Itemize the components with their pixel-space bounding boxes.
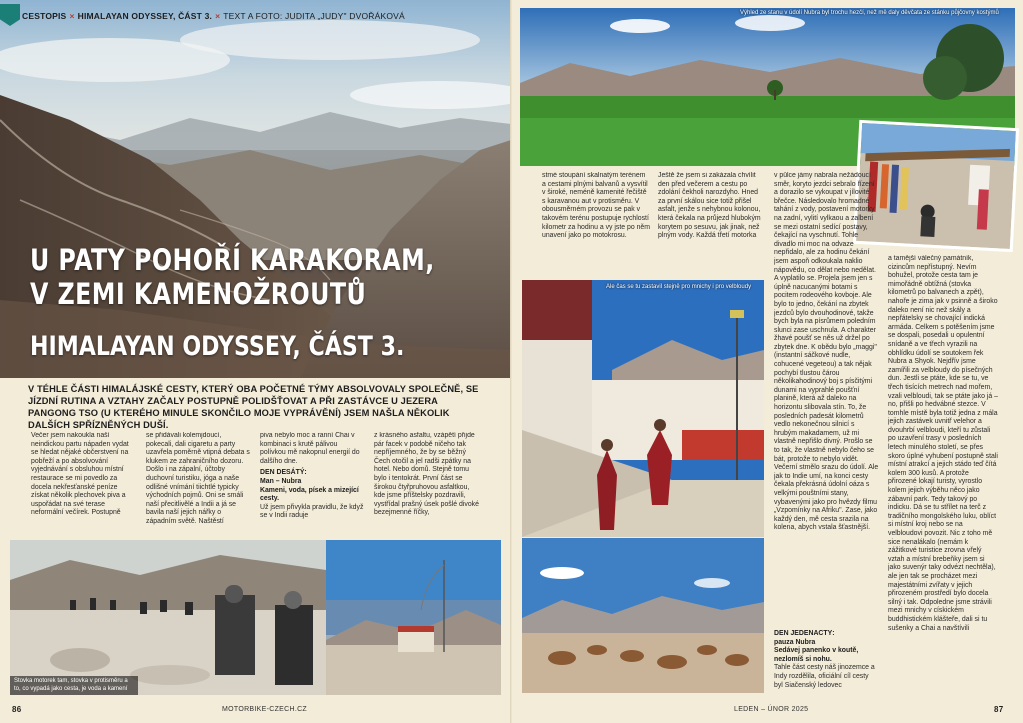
photo-motorbikes-riverbed [10,540,326,695]
issue-date: LEDEN – ÚNOR 2025 [734,706,809,713]
article-title [30,243,435,311]
hero-landscape-illustration [0,0,511,378]
right-page [512,0,1023,723]
title-line-1: U PATY POHOŘÍ KARAKORAM, [30,243,435,277]
body-column-2: se přidávali kolemjdoucí, pokecali, dali cigaretu a party uzavřela poměrně vtipná debata s klukem ze zahraničního dozoru. Došlo i na zápalní, účtoby duchovní turistiku, jóga a naše odlišné vnímání tiichtlé typicky východních pojmů. Oni se smáli naší přecitlivělé a Indii a já se bavila naší jejich nářky o západním světě. Naštěstí [146,432,250,525]
hero-photo-karakoram [0,0,511,378]
day-ten-text: Už jsem přivykla pravidlu, že když se v Indii raduje [260,503,364,520]
body-column-3: piva nebylo moc a ranní Chai v kombinaci s krutě pálivou polívkou mě nakopnul energií do dalšího dne. DEN DESÁTÝ: Man – Nubra Kameni, voda, písek a mizející cesty. Už jsem přivykla pravidlu, že když se v Indii raduje [260,432,364,520]
day-eleven-subtitle: Sedávej panenko v koutě, nezlomíš si nohu. [774,647,859,663]
photo-desert-shrine [326,540,501,695]
article-header [22,11,405,21]
motorbikes-illustration [10,540,326,695]
lead-paragraph: V TÉHLE ČÁSTI HIMALÁJSKÉ CESTY, KTERÝ OBA POČETNÉ TÝMY ABSOLVOVALY SPOLEČNĚ, SE JÍZDNÍ RUTINA A VZTAHY ZAČALY POSTUPNĚ POLIDŠŤOVAT A PŘI ZASTÁVCE U JEZERA PANGONG TSO (U KTERÉHO MINULE SKONČILO MOJE VYPRÁVĚNÍ) JSEM NAŠLA NĚKOLIK DALŠÍCH SPŘÍZNĚNÝCH DUŠÍ. [28,384,479,430]
article-subtitle: HIMALAYAN ODYSSEY, ČÁST 3. [30,331,405,362]
caption-valley: Výhled ze stanu v údolí Nubra byl trochu hezčí, než mě daly děvčata ze stánku půjčovny kostýmů [740,10,999,16]
day-eleven-title: DEN JEDENÁCTÝ: [774,630,835,637]
desert-shrine-illustration [326,540,501,695]
body-column-1: Večer jsem nakoukla naší neindickou partu nápaden vydat se hledat nějaké občerstvení na pobřeží a po absolvování vyjednávání s obsluhou místní restaurace se mi povedlo za docela nekřesťanské peníze získat několik plechovek piva a uspořádat na své terase neformální večírek. Postupně [31,432,129,517]
page-number-left: 86 [12,705,22,714]
photo-camels-desert [522,538,764,693]
right-column-1: stmé stoupání skalnatým terénem a cestami plnými balvanů a vysvítil v široké, neméně kamenité řečiště s karavanou aut v protisměru. V obousměrném provozu se pak v takovém terénu postupuje rychlostí kilometr za hodinu a vy jste po něm unavení jako po motokrosu. [542,172,650,240]
left-page [0,0,511,723]
day-ten-title: DEN DESÁTÝ: [260,469,307,477]
monks-illustration [522,280,764,537]
series-label: HIMALAYAN ODYSSEY, ČÁST 3. [77,11,213,21]
day-ten-route: Man – Nubra [260,477,302,485]
right-column-4: a tamější válečný památník, cizincům nepřístupný. Nevím bohužel, protože cesta tam je mimořádně obtížná (stovka kilometrů po balvanech a zpět), nahoře je zima jak v psinně a široko daleko není nic než skály a nepřátelsky se chovající indická armáda. Celkem s potěšením jsme se dospali, posedali u opulentní snídaně a ve třech vyrazili na obhlídku údolí se soutokem řek Nubra a Shyok. Nejdřív jsme zamířili za velbloudy do písečných dun. Jestli se ptáte, kde se tu, ve třech tisících metrech nad mořem, vzali velbloudi, tak se ptáte jako já – no, přišli po hedvábné stezce. V tomhle místě byla totiž jedna z mála jejich zastávek uvnitř velehor a dvouhrbí velbloudi, kteří tu zůstali po uzavření trasy v posledních letech minulého století, se přes skoro úplné vyhubení postupně stali místní atrakcí a jejich stádo teď čítá kolem 300 kusů. A protože přirozené lokají turisty, vyrostlo kolem jejich výběhu něco jako zábavní park. Tedy takový po indicku. Dá se tu střílet na terč z tradičního mongolského luku, oblíct si místní kroj nebo se na velbloudovi povozit. Nic z toho mě sice nenalákalo (nemám k zážitkové turistice zrovna vřelý vztah a místní brebeňky jsem si jako suvenýr taky odvézt nechtěla), ale jen tak se procházet mezi majestátními zvířaty v jejich přirozeném prostředí bylo docela silný i tak. Odpoledne jsme strávili mezi mnichy v cískickém buddhistickém klášteře, dali si tu sušenky a Chai a navštívili [888,255,998,632]
photo-monks-monastery [522,280,764,537]
body-column-4: z krásného asfaltu, vzápětí přijde pár facek v podobě ničeho tak nepříjemného, že by se běžný Čech otočil a jel radši zpátky na hotel. Nebo domů. Stejně tomu bylo i tentokrát. První část se širokou čtyřpruhovou asfaltkou, kde jsme příštelsky pozdravili, vystřídal prašný úsek pošlé divoké bezejmenné říčky, [374,432,479,517]
day-eleven-text: Tahle část cesty náš jinozemce a Indy rozdělila, oficiální cíl cesty byl Siačenský ledovec [774,664,875,689]
day-eleven-route: pauza Nubra [774,638,816,646]
page-number-right: 87 [994,705,1004,714]
title-line-2: V ZEMI KAMENOŽROUTŮ [30,277,367,311]
day-eleven-block [774,630,879,700]
site-name: MOTORBIKE-CZECH.CZ [222,706,307,713]
credit-label: TEXT A FOTO: JUDITA „JUDY" DVOŘÁKOVÁ [223,11,405,21]
separator-icon: × [215,11,221,21]
caption-monks: Ale čas se tu zastavil stejně pro mnichy i pro velbloudy [606,284,752,290]
camels-illustration [522,538,764,693]
separator-icon: × [69,11,75,21]
market-stall-illustration [856,123,1016,249]
right-column-3: v půlce jámy nabrala nežádoucí směr, koryto jezdci sebralo řízení a dorazilo se vykoupat v jílovité břečce. Následovalo hromadné tahání z vody, postavení motorky na zadní, vylití vylkaou a zalbení se mezi ostatní sedící postavy, čekající na vyschnutí. Tohle divadlo mi moc na odvaze nepřidalo, ale za hodinu čekání jsem aspoň odkoukala naklio nápovědu, co dělat nebo nedělat. A vyplatilo se. Projela jsem jen s úplně nacucanými botami s pocitem rodeového kovboje. Ale bylo to jedno, čekání na zbytek jezdců bylo dvouhodinové, takže bych byla na písrůmem poledním slunci zase uschnula. A charakter žhavé poušť se něs už držel po zbytek dne. K obědu bylo „maggi" (instantní sáčkové nudle, cohucené vegeteou) a tak nějak pochybí tlustou čárou několikahodinový boj s písčitými dunami na vyprahlé poušťní planině, která až daleko na horizontu slibovala stín. To, že posledních padesát kilometrů vedlo nekonečnou silnicí s hrubým makadamem, už mi vlastně nepřišlo divný. Prošlo se to tak, že vlastně nebylo čeho se bát, protože to nebylo vidět. Večerní stmělo srazu do údolí. Ale jak to Indie umí, na konci cesty čekala překrásná údolní oáza s velkými pouštními stany, vybavenými jako pro hvězdy filmu „Vzpomínky na Afriku". Zase, jako každý den, mě cesta srazila na kolena, abych vstala šťastnější. [774,172,879,532]
right-column-2: Ještě že jsem si zakázala chvílit den před večerem a cestu po zdolání čekholi narozdyho. Hned za první skálou sice totiž přišel asfalt, jenže s nehybnou kolonou, která čekala na průjezd hlubokým korytem po sesuvu, jak jinak, než plným vody. Každá třetí motorka [658,172,761,240]
day-ten-subtitle: Kameni, voda, písek a mizející cesty. [260,486,359,503]
caption-motorbikes: Stovka motorek tam, stovka v protisměru a to, co vypadá jako cesta, je voda a kamení [10,676,138,695]
section-label: CESTOPIS [22,11,67,21]
